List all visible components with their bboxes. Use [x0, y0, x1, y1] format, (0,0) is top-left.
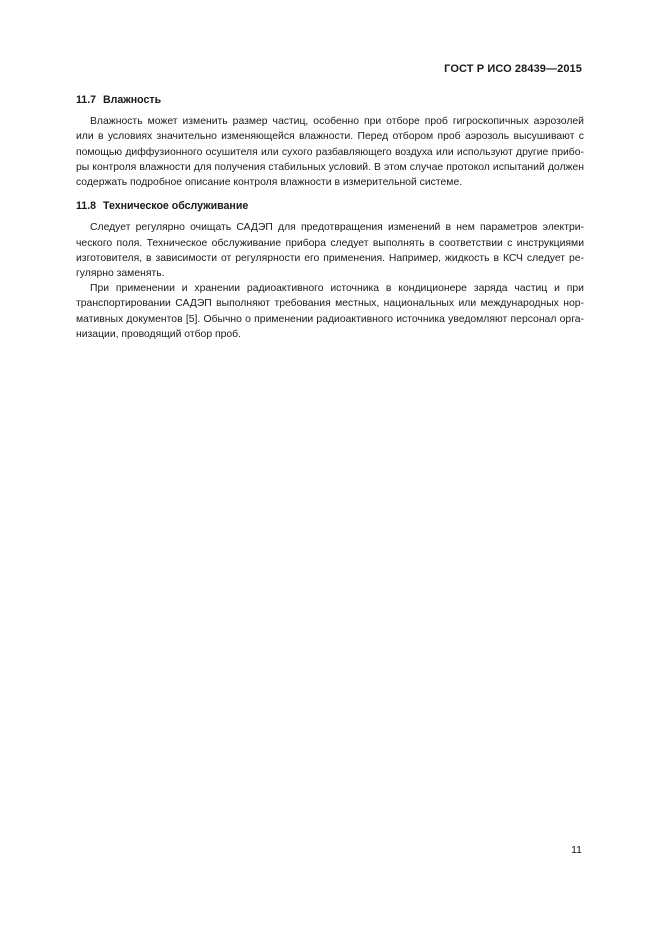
section-title: Техническое обслуживание — [103, 200, 249, 213]
paragraph — [76, 114, 584, 190]
page-number: 11 — [571, 844, 582, 856]
section-title: Влажность — [103, 94, 162, 106]
text-line: мативных документов [5]. Обычно о применении радиоактивного источника уведомляют персонал орга- — [76, 313, 584, 325]
text-line: изготовителя, в зависимости от регулярности его применения. Например, жидкость в КСЧ следует ре- — [76, 252, 584, 264]
section-number: 11.8 — [76, 200, 97, 213]
text-line: содержать подробное описание контроля влажности в измерительной системе. — [76, 177, 463, 189]
text-line: гулярно заменять. — [76, 268, 165, 280]
text-line: ры контроля влажности для получения стабильных условий. В этом случае протокол испытаний должен — [76, 161, 584, 173]
section-11-7 — [76, 93, 584, 190]
text-line: Влажность может изменить размер частиц, особенно при отборе проб гигроскопичных аэрозолей — [90, 116, 584, 128]
text-line: ческого поля. Техническое обслуживание прибора следует выполнять в соответствии с инструкциями — [76, 237, 584, 249]
section-heading — [76, 93, 584, 108]
document-standard-id: ГОСТ Р ИСО 28439—2015 — [444, 63, 582, 75]
section-number: 11.7 — [76, 94, 97, 106]
section-11-8 — [76, 199, 584, 342]
text-line: низации, проводящий отбор проб. — [76, 328, 242, 340]
text-line: помощью диффузионного осушителя или сухого разбавляющего воздуха или используют другие прибо- — [76, 146, 584, 158]
text-line: При применении и хранении радиоактивного источника в кондиционере заряда частиц и при — [90, 283, 584, 295]
paragraph — [76, 281, 584, 342]
text-line: или в условиях значительно изменяющейся влажности. Перед отбором проб аэрозоль высушивают с — [76, 131, 584, 143]
paragraph — [76, 220, 584, 281]
document-body — [76, 93, 584, 342]
text-line: транспортировании САДЭП выполняют требования местных, национальных или международных нор- — [76, 298, 584, 310]
text-line: Следует регулярно очищать САДЭП для предотвращения изменений в нем параметров электри- — [90, 222, 584, 234]
section-heading — [76, 199, 584, 214]
